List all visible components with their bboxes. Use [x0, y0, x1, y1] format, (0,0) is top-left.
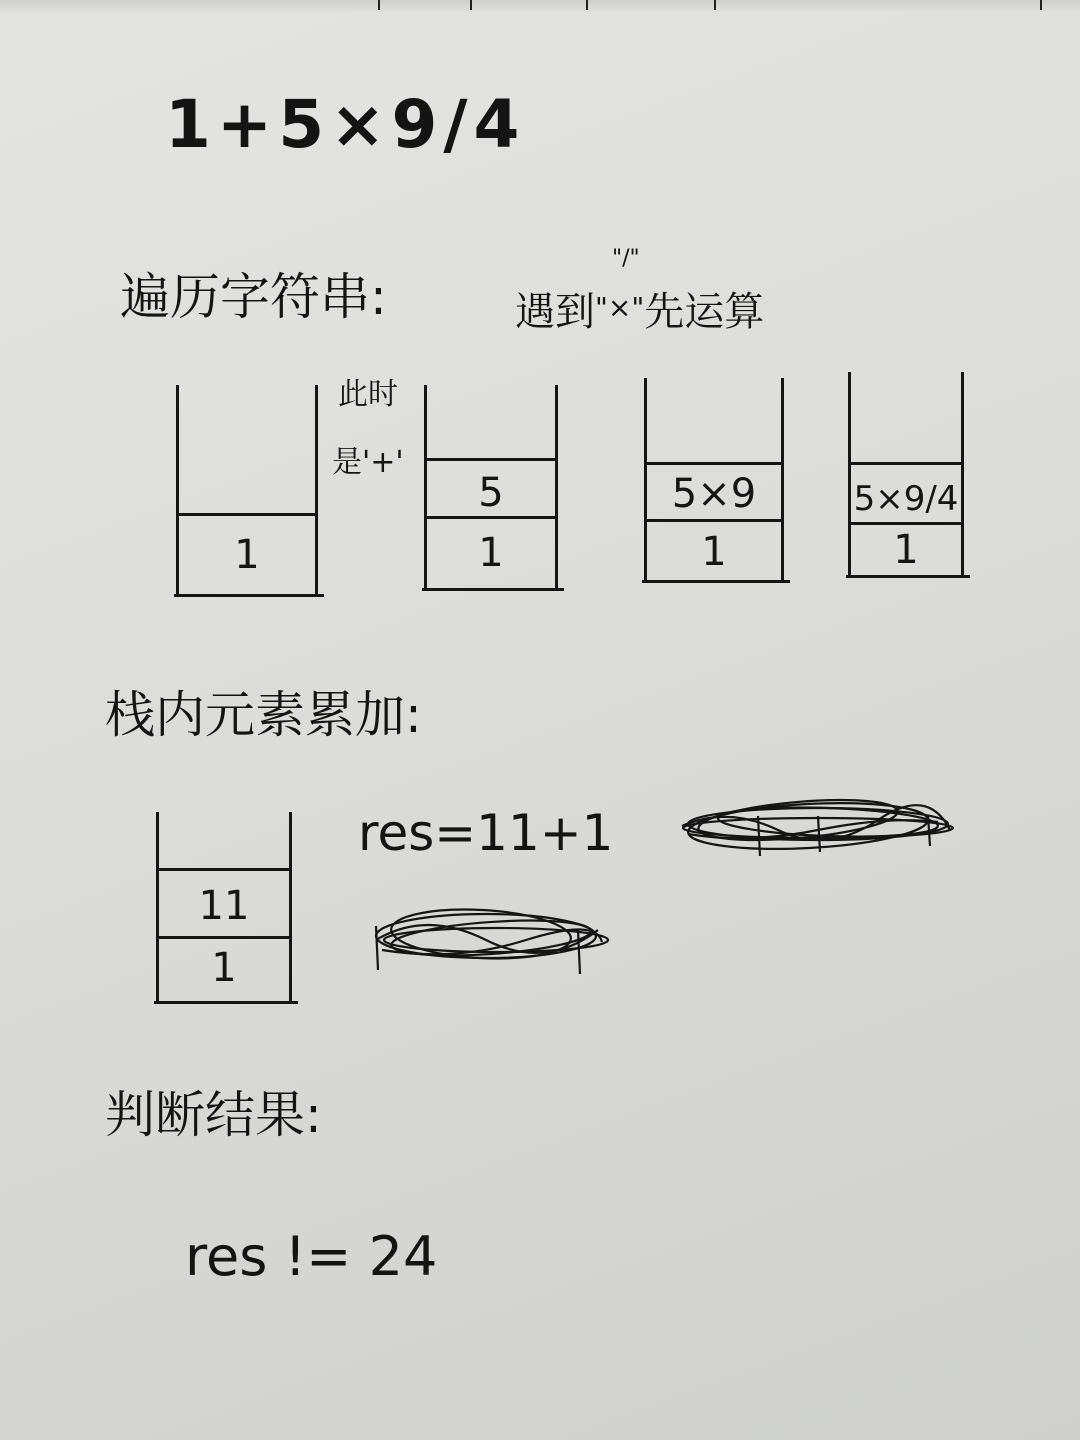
traverse-note-suffix: 先运算 [644, 289, 765, 335]
stack-cell: 5×9/4 [853, 479, 959, 519]
stack-cell: 1 [234, 532, 260, 578]
stack-cell: 11 [198, 883, 250, 929]
stack-cell: 1 [211, 945, 237, 991]
side-note-line1: 此时 [338, 377, 398, 412]
accumulate-formula: res=11+1 [358, 804, 614, 862]
stack-3 [644, 378, 784, 583]
stack-cell: 1 [478, 530, 504, 576]
stack-cell: 5 [478, 470, 504, 516]
edge-mark [586, 0, 588, 10]
traverse-note-ops: "×" [595, 291, 645, 324]
stack-cell: 1 [893, 527, 919, 573]
scribble-crossout [668, 786, 968, 866]
traverse-note-prefix: 遇到 [515, 289, 595, 335]
traverse-heading: 遍历字符串: [120, 268, 387, 326]
edge-mark [714, 0, 716, 10]
edge-mark [378, 0, 380, 10]
accumulate-stack [156, 812, 292, 1004]
stack-1 [176, 385, 318, 597]
traverse-note [515, 289, 765, 335]
expression-title: 1+5×9/4 [165, 86, 526, 163]
judge-heading: 判断结果: [105, 1086, 322, 1144]
edge-mark [1040, 0, 1042, 10]
scribble-crossout [366, 900, 616, 980]
stack-cell: 5×9 [671, 471, 757, 517]
accumulate-heading: 栈内元素累加: [105, 686, 422, 744]
stack-2 [424, 385, 558, 591]
stack-cell: 1 [701, 529, 727, 575]
stack-4 [848, 372, 964, 578]
paper-edge [0, 0, 1080, 14]
judge-result: res != 24 [185, 1225, 438, 1288]
edge-mark [470, 0, 472, 10]
side-note-line2: 是'+' [332, 445, 404, 480]
traverse-note-alt-op: "/" [612, 246, 640, 271]
